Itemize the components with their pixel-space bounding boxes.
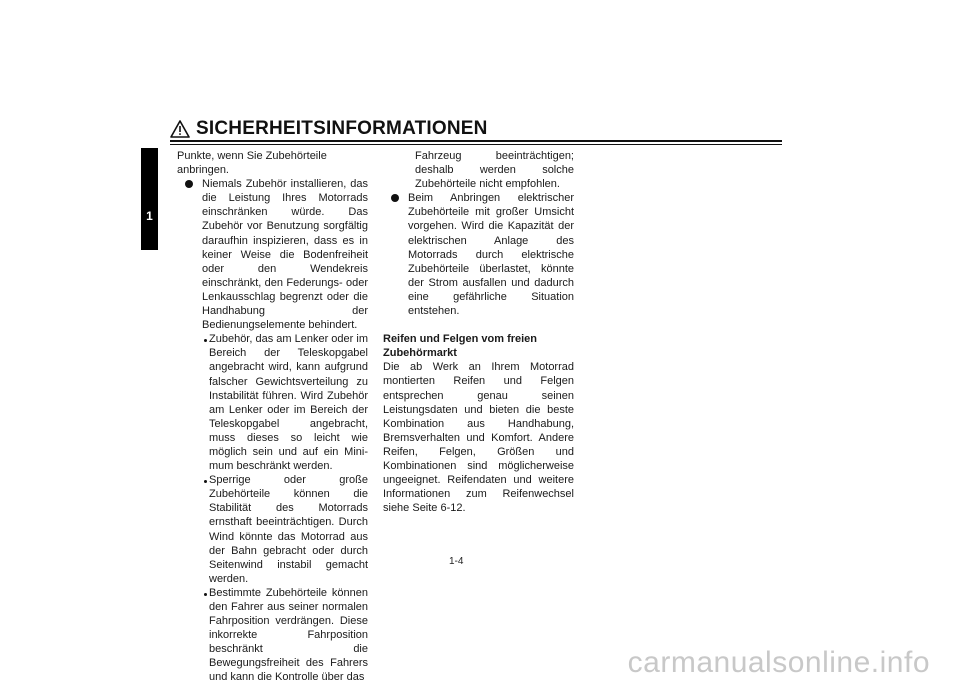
bullet-dot-icon [391, 194, 399, 202]
sub-bullet-text: Zubehör, das am Lenker oder im Bereich der Teleskopgabel angebracht wird, kann aufgrund falscher Gewichtsverteilung zu Instabilität führen. Wird Zubehör am Lenker oder im Bereich der Teleskopgabel angebracht, muss dieses so leicht wie möglich sein und auf ein Minimum beschränkt werden. [209, 333, 368, 473]
bullet-dot-icon [185, 180, 193, 188]
right-column [383, 149, 574, 515]
bullet-item [177, 177, 368, 332]
sub-bullet-item [177, 332, 368, 473]
sub-bullet-dot-icon [204, 593, 207, 596]
sub-bullet-item [177, 586, 368, 685]
page-header [170, 118, 782, 142]
continuation-text: Fahrzeug beeinträchtigen; deshalb werden solche Zubehörteile nicht empfohlen. [415, 150, 574, 191]
watermark: carmanualsonline.info [627, 646, 930, 679]
sub-bullet-dot-icon [204, 480, 207, 483]
header-rule-thick [170, 140, 782, 142]
chapter-tab [141, 148, 158, 250]
sub-bullet-dot-icon [204, 339, 207, 342]
sub-bullet-item [177, 473, 368, 586]
chapter-number: 1 [146, 209, 153, 223]
section-heading: Reifen und Felgen vom freien Zubehörmarkt [383, 333, 538, 360]
sub-bullet-text: Sperrige oder große Zubehörteile können die Stabilität des Motorrads ernsthaft beeinträchtigen. Durch Wind könnte das Motorrad aus der Bahn gebracht oder durch Seitenwind instabil gemacht werden. [209, 474, 368, 585]
bullet-item [383, 191, 574, 318]
page-number: 1-4 [449, 556, 464, 567]
section-paragraph: Die ab Werk an Ihrem Motorrad montierten Reifen und Felgen entsprechen genau seinen Leistungsdaten und bieten die beste Kombination aus Handhabung, Bremsverhalten und Komfort. Andere Reifen, Felgen, Größen und Kombinationen sind möglicherweise ungeeignet. Reifendaten und weitere Informationen zum Reifenwechsel siehe Seite 6-12. [383, 361, 574, 515]
page-title: SICHERHEITSINFORMATIONEN [196, 118, 488, 139]
sub-bullet-text: Bestimmte Zubehörteile können den Fahrer aus seiner normalen Fahrposition verdrängen. Diese inkorrekte Fahrposition beschränkt die Bewegungsfreiheit des Fahrers und kann die Kontrolle über das [209, 586, 368, 684]
header-rule-thin [170, 144, 782, 145]
bullet-text: Niemals Zubehör installieren, das die Leistung Ihres Motorrads einschränken würde. Das Zubehör vor Benutzung sorgfältig daraufhin inspizieren, dass es in keiner Weise die Bodenfreiheit oder den Wendekreis einschränkt, den Federungs- oder Lenkausschlag begrenzt oder die Handhabung der Bedienungselemente behindert. [202, 178, 368, 332]
warning-triangle-icon [170, 120, 190, 138]
intro-text: Punkte, wenn Sie Zubehörteile anbringen. [177, 150, 327, 177]
bullet-text: Beim Anbringen elektrischer Zubehörteile mit großer Umsicht vorgehen. Wird die Kapazität der elektrischen Anlage des Motorrads durch elektrische Zubehörteile überlastet, könnte der Strom ausfallen und dadurch eine gefährliche Situation entstehen. [408, 192, 574, 318]
left-column [177, 149, 368, 685]
